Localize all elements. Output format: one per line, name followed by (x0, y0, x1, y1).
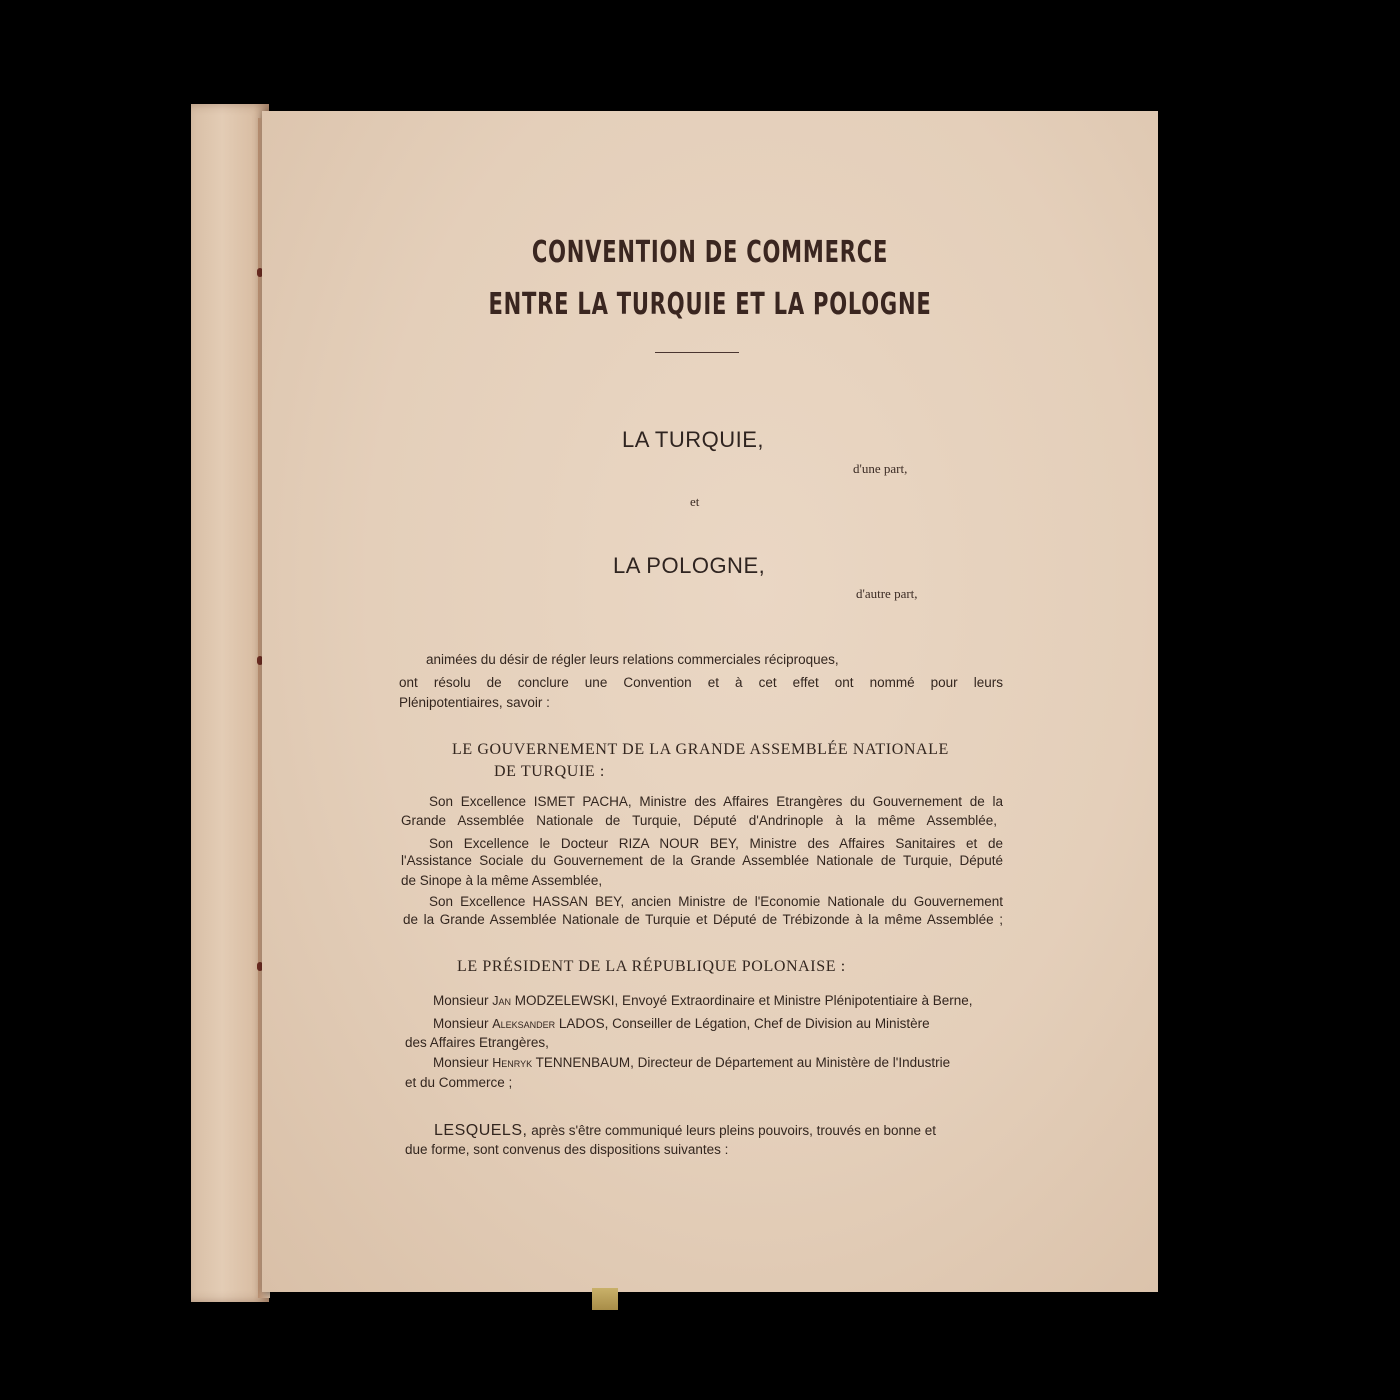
poland-delegate-1: Monsieur Jan MODZELEWSKI, Envoyé Extraordinaire et Ministre Plénipotentiaire à Berne, (433, 993, 973, 1008)
party-poland-note: d'autre part, (856, 586, 918, 601)
preamble-line-2: ont résolu de conclure une Convention et à cet effet ont nommé pour leurs (399, 675, 1003, 690)
turkey-delegate-1-line-2: Grande Assemblée Nationale de Turquie, Député d'Andrinople à la même Assemblée, (401, 813, 997, 828)
turkey-delegate-2-line-1: Son Excellence le Docteur RIZA NOUR BEY, Ministre des Affaires Sanitaires et de (429, 836, 1003, 851)
poland-delegate-2-line-1: Monsieur Aleksander LADOS, Conseiller de Légation, Chef de Division au Ministère (433, 1016, 930, 1031)
conjunction: et (690, 494, 700, 509)
turkey-delegate-2-line-3: de Sinope à la même Assemblée, (401, 873, 603, 888)
poland-heading: LE PRÉSIDENT DE LA RÉPUBLIQUE POLONAISE : (457, 958, 846, 975)
turkey-delegate-3-line-1: Son Excellence HASSAN BEY, ancien Ministre de l'Economie Nationale du Gouvernement (429, 894, 1003, 909)
turkey-delegate-2-line-2: l'Assistance Sociale du Gouvernement de la Grande Assemblée Nationale de Turquie, Député (401, 853, 1003, 868)
turkey-heading-line-1: LE GOUVERNEMENT DE LA GRANDE ASSEMBLÉE NATIONALE (452, 741, 949, 758)
poland-delegate-3-line-1: Monsieur Henryk TENNENBAUM, Directeur de Département au Ministère de l'Industrie (433, 1055, 951, 1070)
preamble-line-3: Plénipotentiaires, savoir : (399, 695, 550, 710)
document-page (262, 111, 1158, 1292)
turkey-heading-line-2: DE TURQUIE : (494, 763, 605, 780)
party-poland: LA POLOGNE, (613, 553, 766, 578)
party-turkey: LA TURQUIE, (622, 427, 765, 452)
poland-delegate-3-line-2: et du Commerce ; (405, 1075, 513, 1090)
poland-delegate-2-line-2: des Affaires Etrangères, (405, 1035, 549, 1050)
binding-tape (592, 1288, 618, 1310)
turkey-delegate-3-line-2: de la Grande Assemblée Nationale de Turquie et Député de Trébizonde à la même Assemblée ; (403, 912, 1003, 927)
turkey-delegate-1-line-1: Son Excellence ISMET PACHA, Ministre des Affaires Etrangères du Gouvernement de la (429, 794, 1003, 809)
party-turkey-note: d'une part, (853, 461, 908, 476)
closing-line-1: LESQUELS, après s'être communiqué leurs pleins pouvoirs, trouvés en bonne et (434, 1122, 936, 1139)
closing-line-2: due forme, sont convenus des dispositions suivantes : (405, 1142, 729, 1157)
preamble-line-1: animées du désir de régler leurs relations commerciales réciproques, (426, 652, 839, 667)
title-divider (655, 352, 739, 353)
title-line-2: ENTRE LA TURQUIE ET LA POLOGNE (488, 287, 932, 322)
title-line-1: CONVENTION DE COMMERCE (531, 235, 889, 270)
